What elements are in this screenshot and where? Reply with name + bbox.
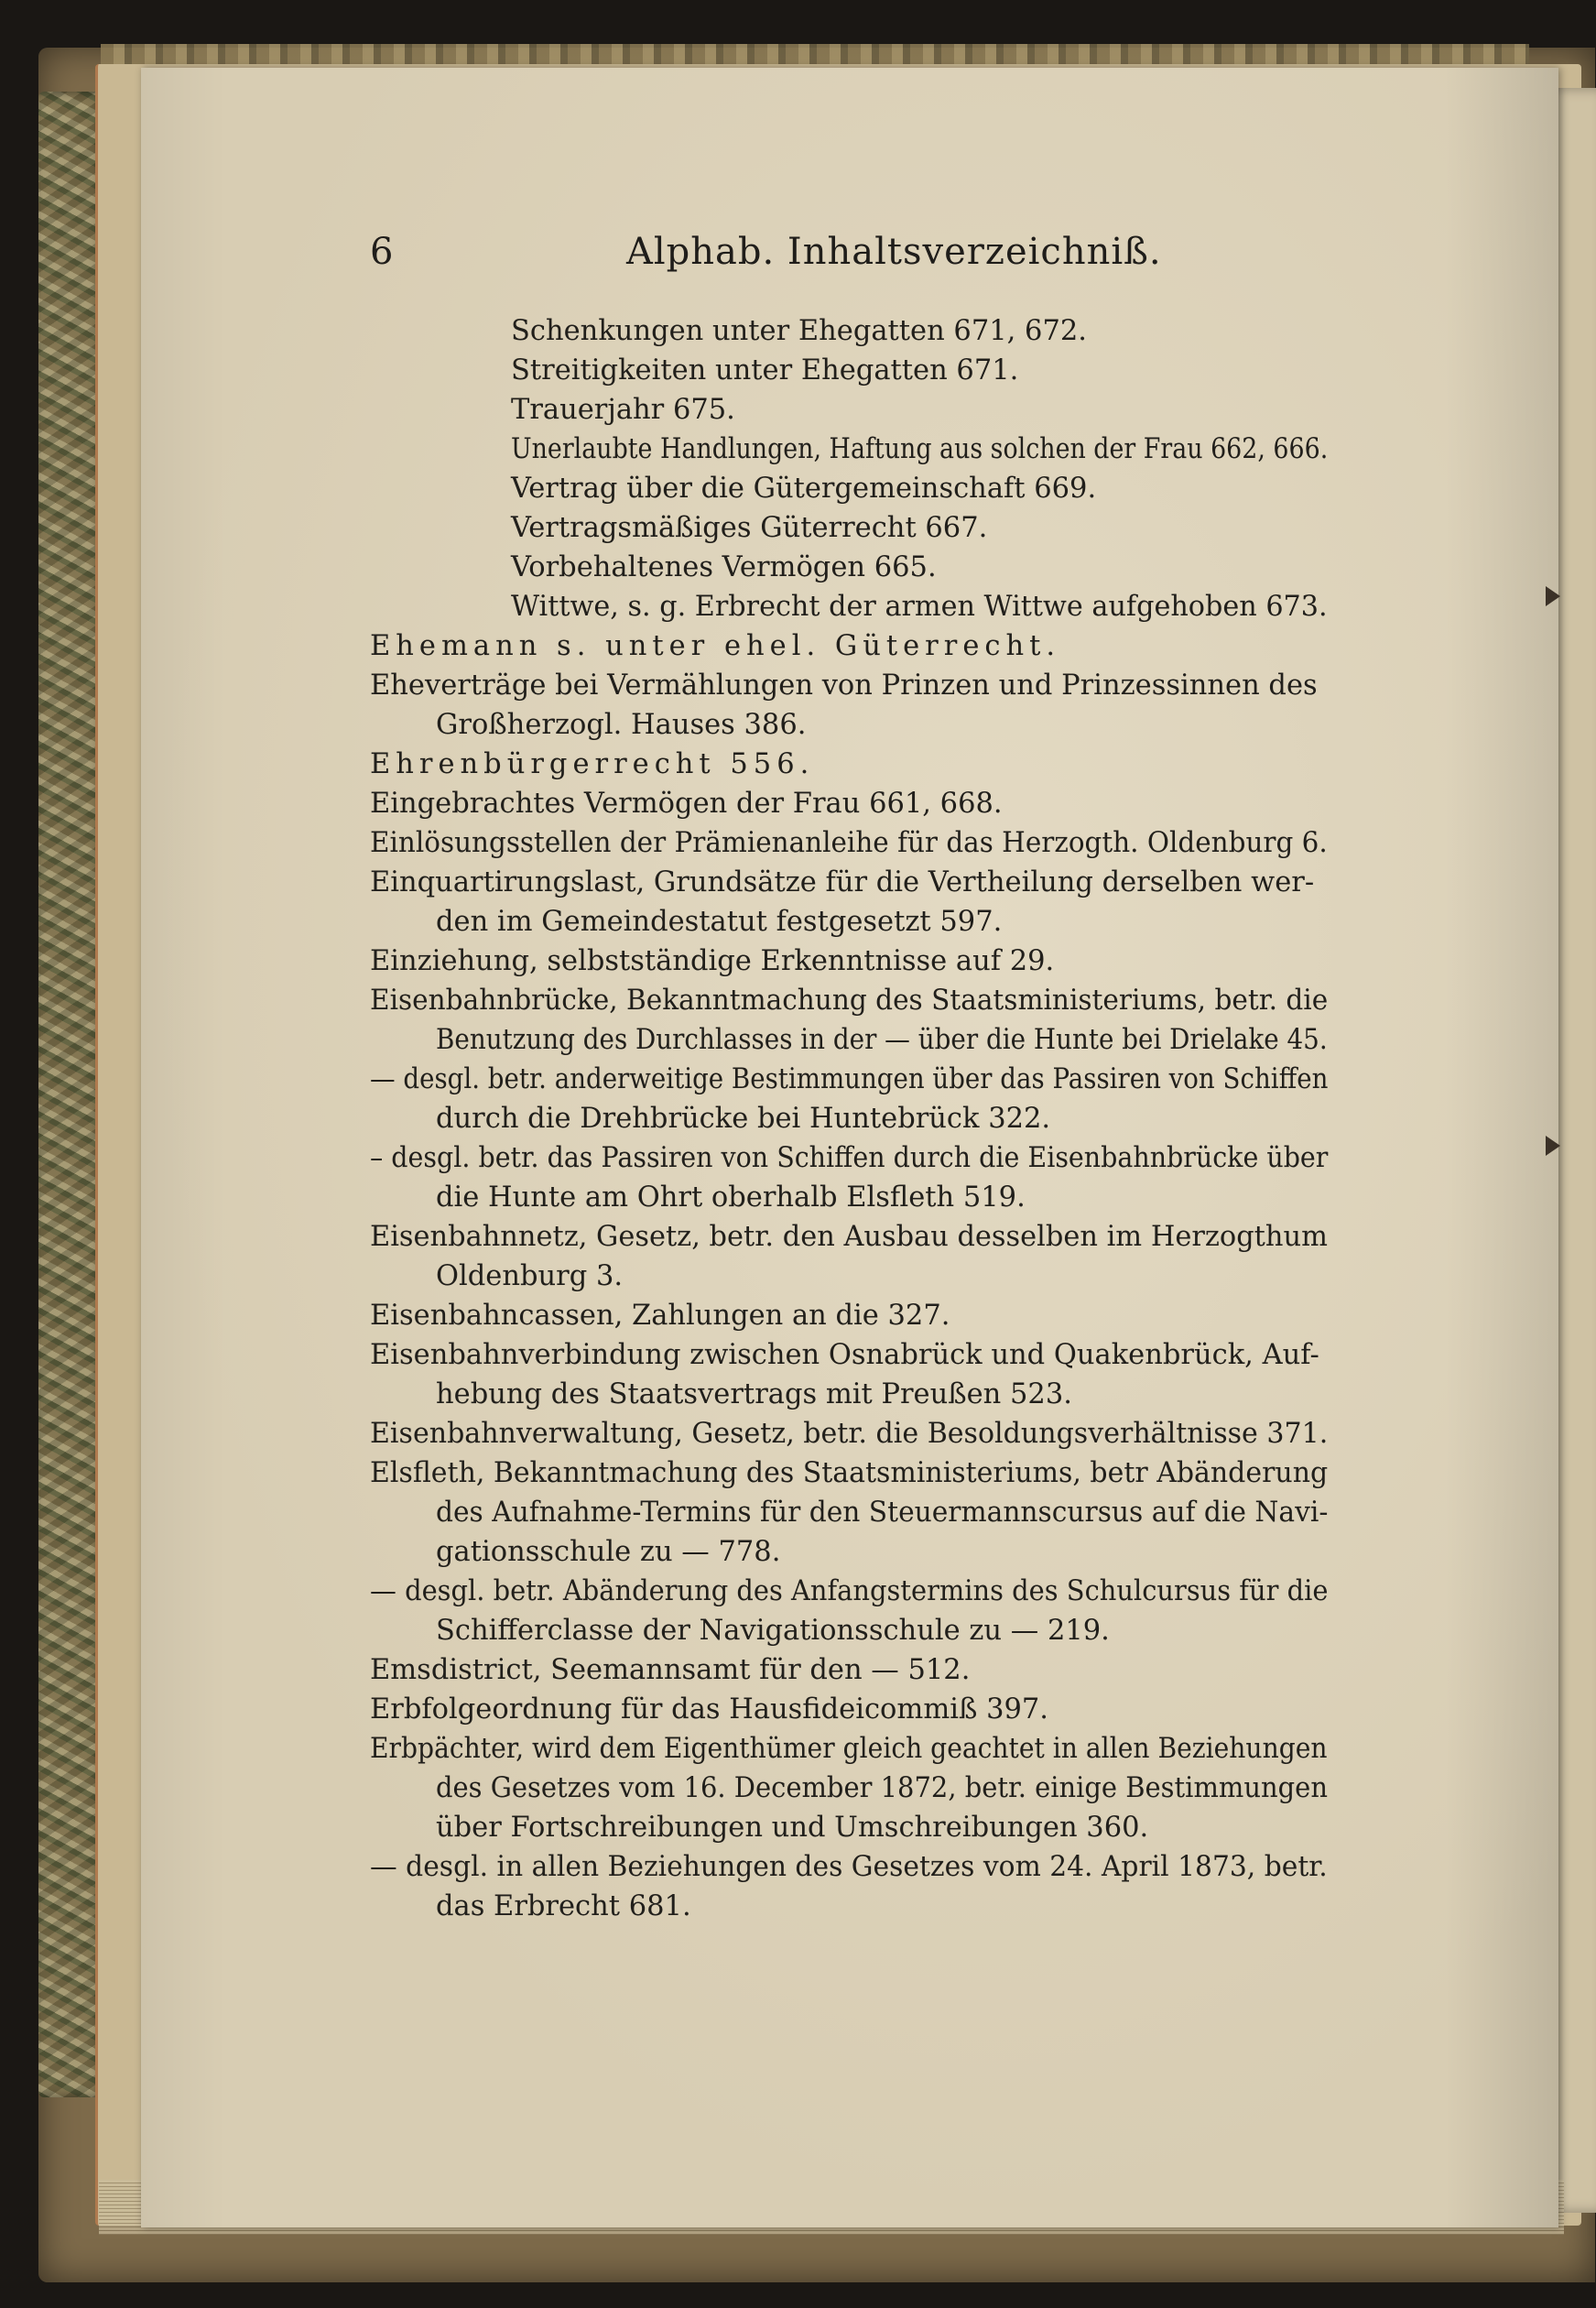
index-line: Einquartirungslast, Grundsätze für die Vertheilung derselben wer- bbox=[370, 866, 1315, 898]
index-line: das Erbrecht 681. bbox=[436, 1890, 691, 1922]
index-line: Schenkungen unter Ehegatten 671, 672. bbox=[511, 315, 1087, 347]
index-line: Großherzogl. Hauses 386. bbox=[436, 709, 807, 741]
index-line: — desgl. in allen Beziehungen des Gesetzes vom 24. April 1873, betr. bbox=[370, 1851, 1328, 1883]
index-line: Schifferclasse der Navigationsschule zu — 219. bbox=[436, 1615, 1110, 1647]
index-line: — desgl. betr. Abänderung des Anfangstermins des Schulcursus für die bbox=[370, 1575, 1329, 1607]
index-line: Einlösungsstellen der Prämienanleihe für das Herzogth. Oldenburg 6. bbox=[370, 827, 1328, 859]
index-line: durch die Drehbrücke bei Huntebrück 322. bbox=[436, 1103, 1051, 1135]
index-line: hebung des Staatsvertrags mit Preußen 523. bbox=[436, 1378, 1072, 1410]
running-head-title: Alphab. Inhaltsverzeichniß. bbox=[626, 231, 1162, 273]
index-line: Eheverträge bei Vermählungen von Prinzen und Prinzessinnen des bbox=[370, 670, 1318, 702]
index-line: Eisenbahnbrücke, Bekanntmachung des Staatsministeriums, betr. die bbox=[370, 985, 1329, 1017]
index-line: Erbfolgeordnung für das Hausfideicommiß 397. bbox=[370, 1693, 1048, 1726]
index-line: gationsschule zu — 778. bbox=[436, 1536, 781, 1568]
index-line: Eisenbahnnetz, Gesetz, betr. den Ausbau desselben im Herzogthum bbox=[370, 1221, 1328, 1253]
index-line: Emsdistrict, Seemannsamt für den — 512. bbox=[370, 1654, 971, 1686]
index-line: Vertrag über die Gütergemeinschaft 669. bbox=[511, 473, 1097, 505]
index-line: Wittwe, s. g. Erbrecht der armen Wittwe aufgehoben 673. bbox=[511, 591, 1328, 623]
index-line: Oldenburg 3. bbox=[436, 1260, 624, 1292]
index-line: – desgl. betr. das Passiren von Schiffen durch die Eisenbahnbrücke über bbox=[370, 1142, 1329, 1174]
index-line: Eisenbahncassen, Zahlungen an die 327. bbox=[370, 1300, 950, 1332]
index-line: — desgl. betr. anderweitige Bestimmungen über das Passiren von Schiffen bbox=[370, 1063, 1329, 1095]
index-line: Erbpächter, wird dem Eigenthümer gleich geachtet in allen Beziehungen bbox=[370, 1733, 1328, 1765]
index-line: Eisenbahnverwaltung, Gesetz, betr. die Besoldungsverhältnisse 371. bbox=[370, 1418, 1329, 1450]
index-line: Eingebrachtes Vermögen der Frau 661, 668. bbox=[370, 788, 1003, 820]
index-line: Trauerjahr 675. bbox=[511, 394, 735, 426]
index-line: Vorbehaltenes Vermögen 665. bbox=[511, 551, 937, 583]
index-line: Benutzung des Durchlasses in der — über die Hunte bei Drielake 45. bbox=[436, 1024, 1328, 1056]
index-line: des Aufnahme-Termins für den Steuermannscursus auf die Navi- bbox=[436, 1497, 1329, 1529]
index-line: Einziehung, selbstständige Erkenntnisse auf 29. bbox=[370, 945, 1055, 977]
index-line: Unerlaubte Handlungen, Haftung aus solchen der Frau 662, 666. bbox=[511, 433, 1329, 465]
index-line: die Hunte am Ohrt oberhalb Elsfleth 519. bbox=[436, 1181, 1026, 1214]
index-line: Ehrenbürgerrecht 556. bbox=[370, 748, 815, 780]
index-line: Vertragsmäßiges Güterrecht 667. bbox=[511, 512, 988, 544]
index-line: des Gesetzes vom 16. December 1872, betr. einige Bestimmungen bbox=[436, 1772, 1328, 1804]
page-number: 6 bbox=[370, 231, 394, 273]
index-line: Ehemann s. unter ehel. Güterrecht. bbox=[370, 630, 1061, 662]
index-line: über Fortschreibungen und Umschreibungen 360. bbox=[436, 1812, 1149, 1844]
index-line: den im Gemeindestatut festgesetzt 597. bbox=[436, 906, 1003, 938]
index-line: Streitigkeiten unter Ehegatten 671. bbox=[511, 354, 1019, 386]
index-line: Elsfleth, Bekanntmachung des Staatsministeriums, betr Abänderung bbox=[370, 1457, 1329, 1489]
index-line: Eisenbahnverbindung zwischen Osnabrück und Quakenbrück, Auf- bbox=[370, 1339, 1319, 1371]
